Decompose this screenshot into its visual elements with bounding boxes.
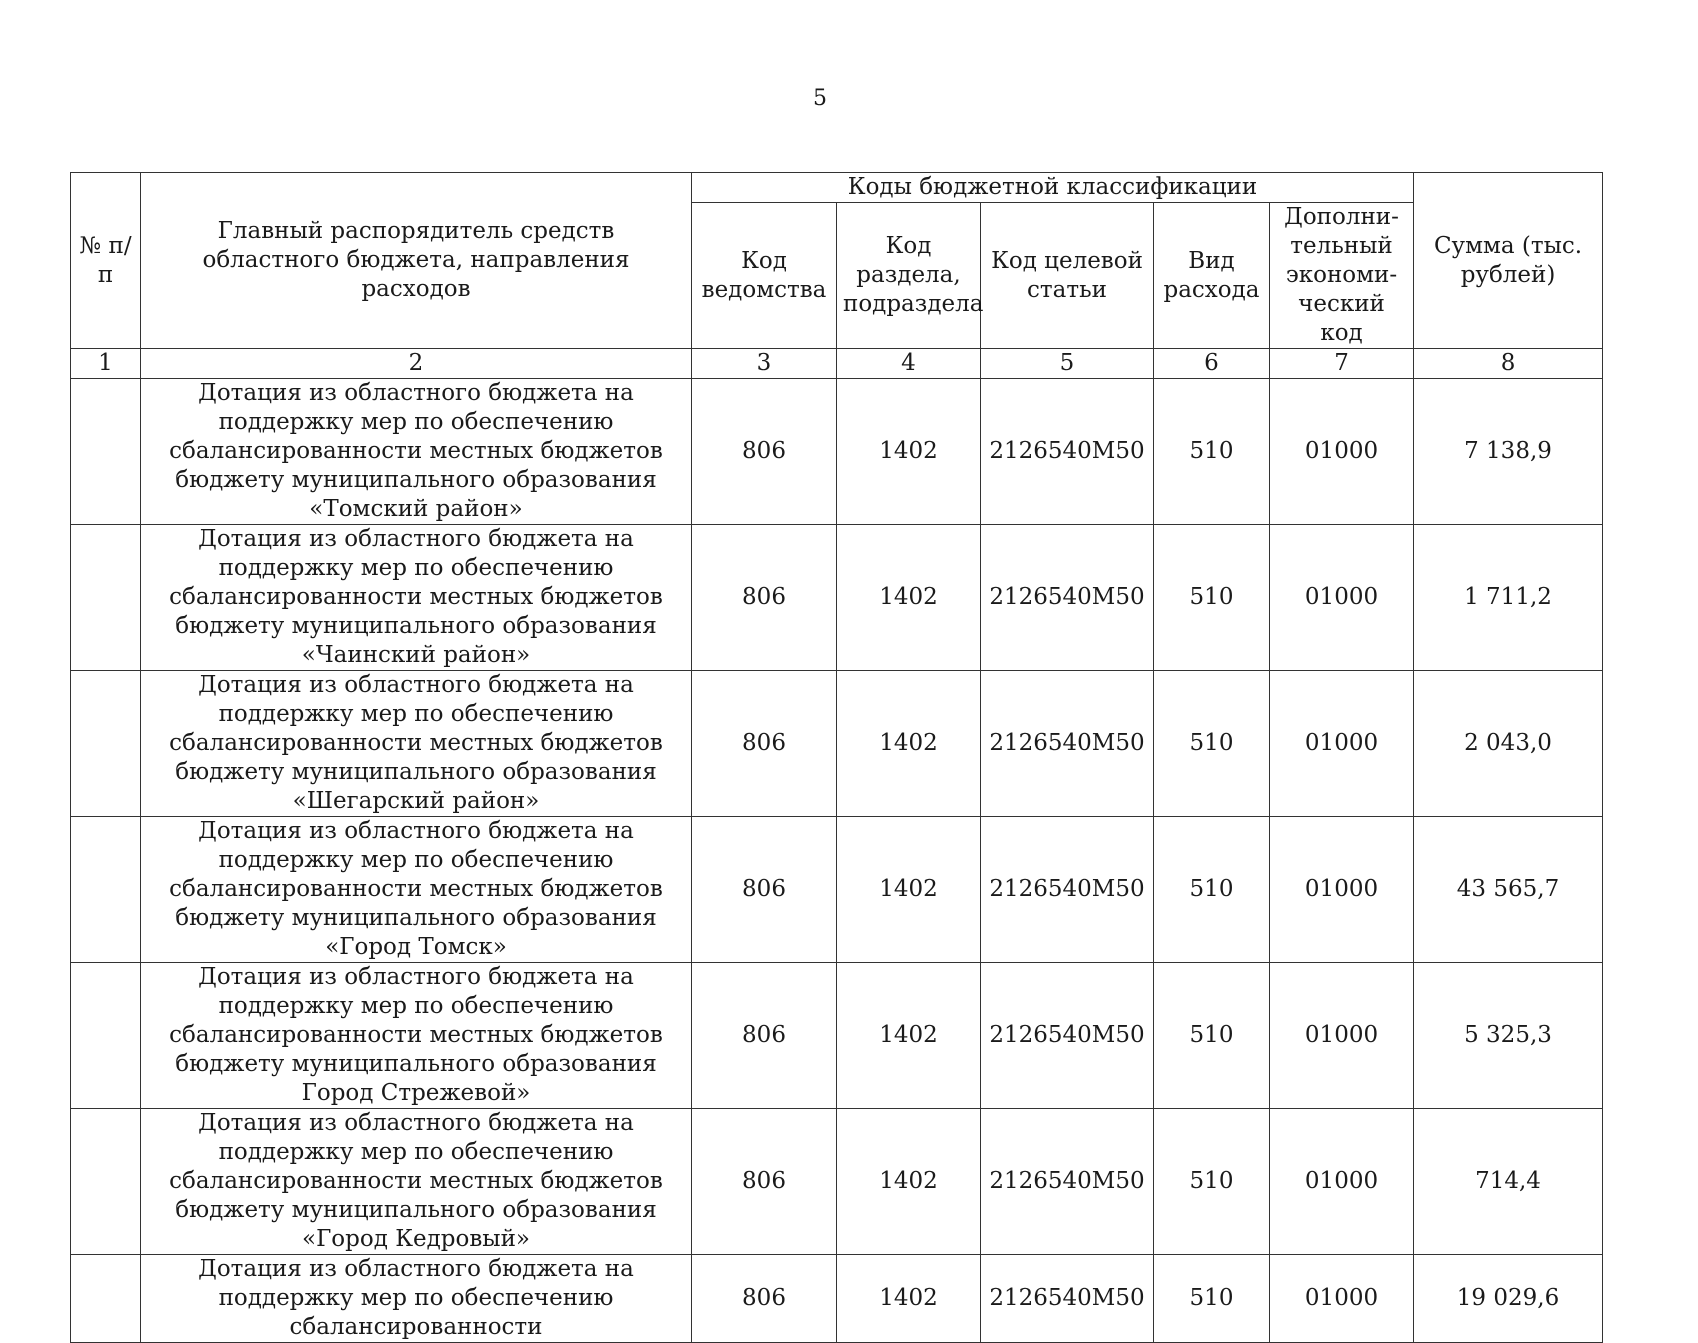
cell-extra-code: 01000: [1270, 1255, 1414, 1343]
cell-extra-code: 01000: [1270, 1109, 1414, 1255]
column-number: 5: [981, 349, 1154, 379]
table-row: [71, 963, 1603, 1109]
table-row: [71, 525, 1603, 671]
cell-description: Дотация из областного бюджета на поддержку мер по обеспечению сбалансированности местных бюджетов бюджету муниципального образования «Город Томск»: [141, 817, 692, 963]
cell-description: Дотация из областного бюджета на поддержку мер по обеспечению сбалансированности: [141, 1255, 692, 1343]
header-row-group: [71, 173, 1603, 203]
table-row: [71, 671, 1603, 817]
cell-description: Дотация из областного бюджета на поддержку мер по обеспечению сбалансированности местных бюджетов бюджету муниципального образования «Город Кедровый»: [141, 1109, 692, 1255]
cell-dept-code: 806: [692, 817, 837, 963]
cell-dept-code: 806: [692, 379, 837, 525]
page-number: 5: [813, 86, 827, 111]
cell-num: [71, 1255, 141, 1343]
cell-target-code: 2126540M50: [981, 963, 1154, 1109]
cell-sum: 19 029,6: [1414, 1255, 1603, 1343]
cell-target-code: 2126540M50: [981, 671, 1154, 817]
cell-section-code: 1402: [837, 1255, 981, 1343]
cell-num: [71, 817, 141, 963]
cell-extra-code: 01000: [1270, 963, 1414, 1109]
header-section-code: Код раздела, подраздела: [837, 203, 981, 349]
table-row: [71, 379, 1603, 525]
column-number: 4: [837, 349, 981, 379]
cell-section-code: 1402: [837, 671, 981, 817]
column-number: 3: [692, 349, 837, 379]
table-row: [71, 1109, 1603, 1255]
cell-description: Дотация из областного бюджета на поддержку мер по обеспечению сбалансированности местных бюджетов бюджету муниципального образования Город Стрежевой»: [141, 963, 692, 1109]
cell-dept-code: 806: [692, 1109, 837, 1255]
table-row: [71, 1255, 1603, 1343]
table-row: [71, 817, 1603, 963]
cell-expense-type: 510: [1154, 671, 1270, 817]
cell-sum: 714,4: [1414, 1109, 1603, 1255]
header-target-code: Код целевой статьи: [981, 203, 1154, 349]
header-extra-code: Дополни-тельный экономи-ческий код: [1270, 203, 1414, 349]
header-expense-type: Вид расхода: [1154, 203, 1270, 349]
cell-section-code: 1402: [837, 963, 981, 1109]
cell-expense-type: 510: [1154, 1255, 1270, 1343]
cell-section-code: 1402: [837, 1109, 981, 1255]
cell-target-code: 2126540M50: [981, 1255, 1154, 1343]
cell-extra-code: 01000: [1270, 379, 1414, 525]
column-number: 8: [1414, 349, 1603, 379]
column-number: 7: [1270, 349, 1414, 379]
cell-num: [71, 379, 141, 525]
header-num: № п/п: [71, 173, 141, 349]
cell-target-code: 2126540M50: [981, 1109, 1154, 1255]
cell-dept-code: 806: [692, 1255, 837, 1343]
header-sum: Сумма (тыс. рублей): [1414, 173, 1603, 349]
cell-extra-code: 01000: [1270, 817, 1414, 963]
cell-expense-type: 510: [1154, 1109, 1270, 1255]
cell-section-code: 1402: [837, 379, 981, 525]
cell-target-code: 2126540M50: [981, 817, 1154, 963]
header-dept-code: Код ведомства: [692, 203, 837, 349]
cell-sum: 2 043,0: [1414, 671, 1603, 817]
cell-expense-type: 510: [1154, 525, 1270, 671]
column-number: 6: [1154, 349, 1270, 379]
cell-description: Дотация из областного бюджета на поддержку мер по обеспечению сбалансированности местных бюджетов бюджету муниципального образования «Чаинский район»: [141, 525, 692, 671]
cell-sum: 1 711,2: [1414, 525, 1603, 671]
cell-sum: 43 565,7: [1414, 817, 1603, 963]
cell-dept-code: 806: [692, 671, 837, 817]
cell-dept-code: 806: [692, 525, 837, 671]
header-codes-group: Коды бюджетной классификации: [692, 173, 1414, 203]
cell-num: [71, 963, 141, 1109]
budget-table: [70, 172, 1603, 1343]
cell-sum: 7 138,9: [1414, 379, 1603, 525]
cell-target-code: 2126540M50: [981, 379, 1154, 525]
cell-extra-code: 01000: [1270, 671, 1414, 817]
cell-section-code: 1402: [837, 817, 981, 963]
cell-num: [71, 1109, 141, 1255]
cell-sum: 5 325,3: [1414, 963, 1603, 1109]
cell-description: Дотация из областного бюджета на поддержку мер по обеспечению сбалансированности местных бюджетов бюджету муниципального образования «Шегарский район»: [141, 671, 692, 817]
cell-extra-code: 01000: [1270, 525, 1414, 671]
cell-expense-type: 510: [1154, 963, 1270, 1109]
cell-section-code: 1402: [837, 525, 981, 671]
column-number: 1: [71, 349, 141, 379]
cell-num: [71, 525, 141, 671]
cell-expense-type: 510: [1154, 379, 1270, 525]
cell-target-code: 2126540M50: [981, 525, 1154, 671]
header-main: Главный распорядитель средств областного бюджета, направления расходов: [141, 173, 692, 349]
column-number: 2: [141, 349, 692, 379]
cell-description: Дотация из областного бюджета на поддержку мер по обеспечению сбалансированности местных бюджетов бюджету муниципального образования «Томский район»: [141, 379, 692, 525]
cell-dept-code: 806: [692, 963, 837, 1109]
cell-num: [71, 671, 141, 817]
column-number-row: [71, 349, 1603, 379]
cell-expense-type: 510: [1154, 817, 1270, 963]
